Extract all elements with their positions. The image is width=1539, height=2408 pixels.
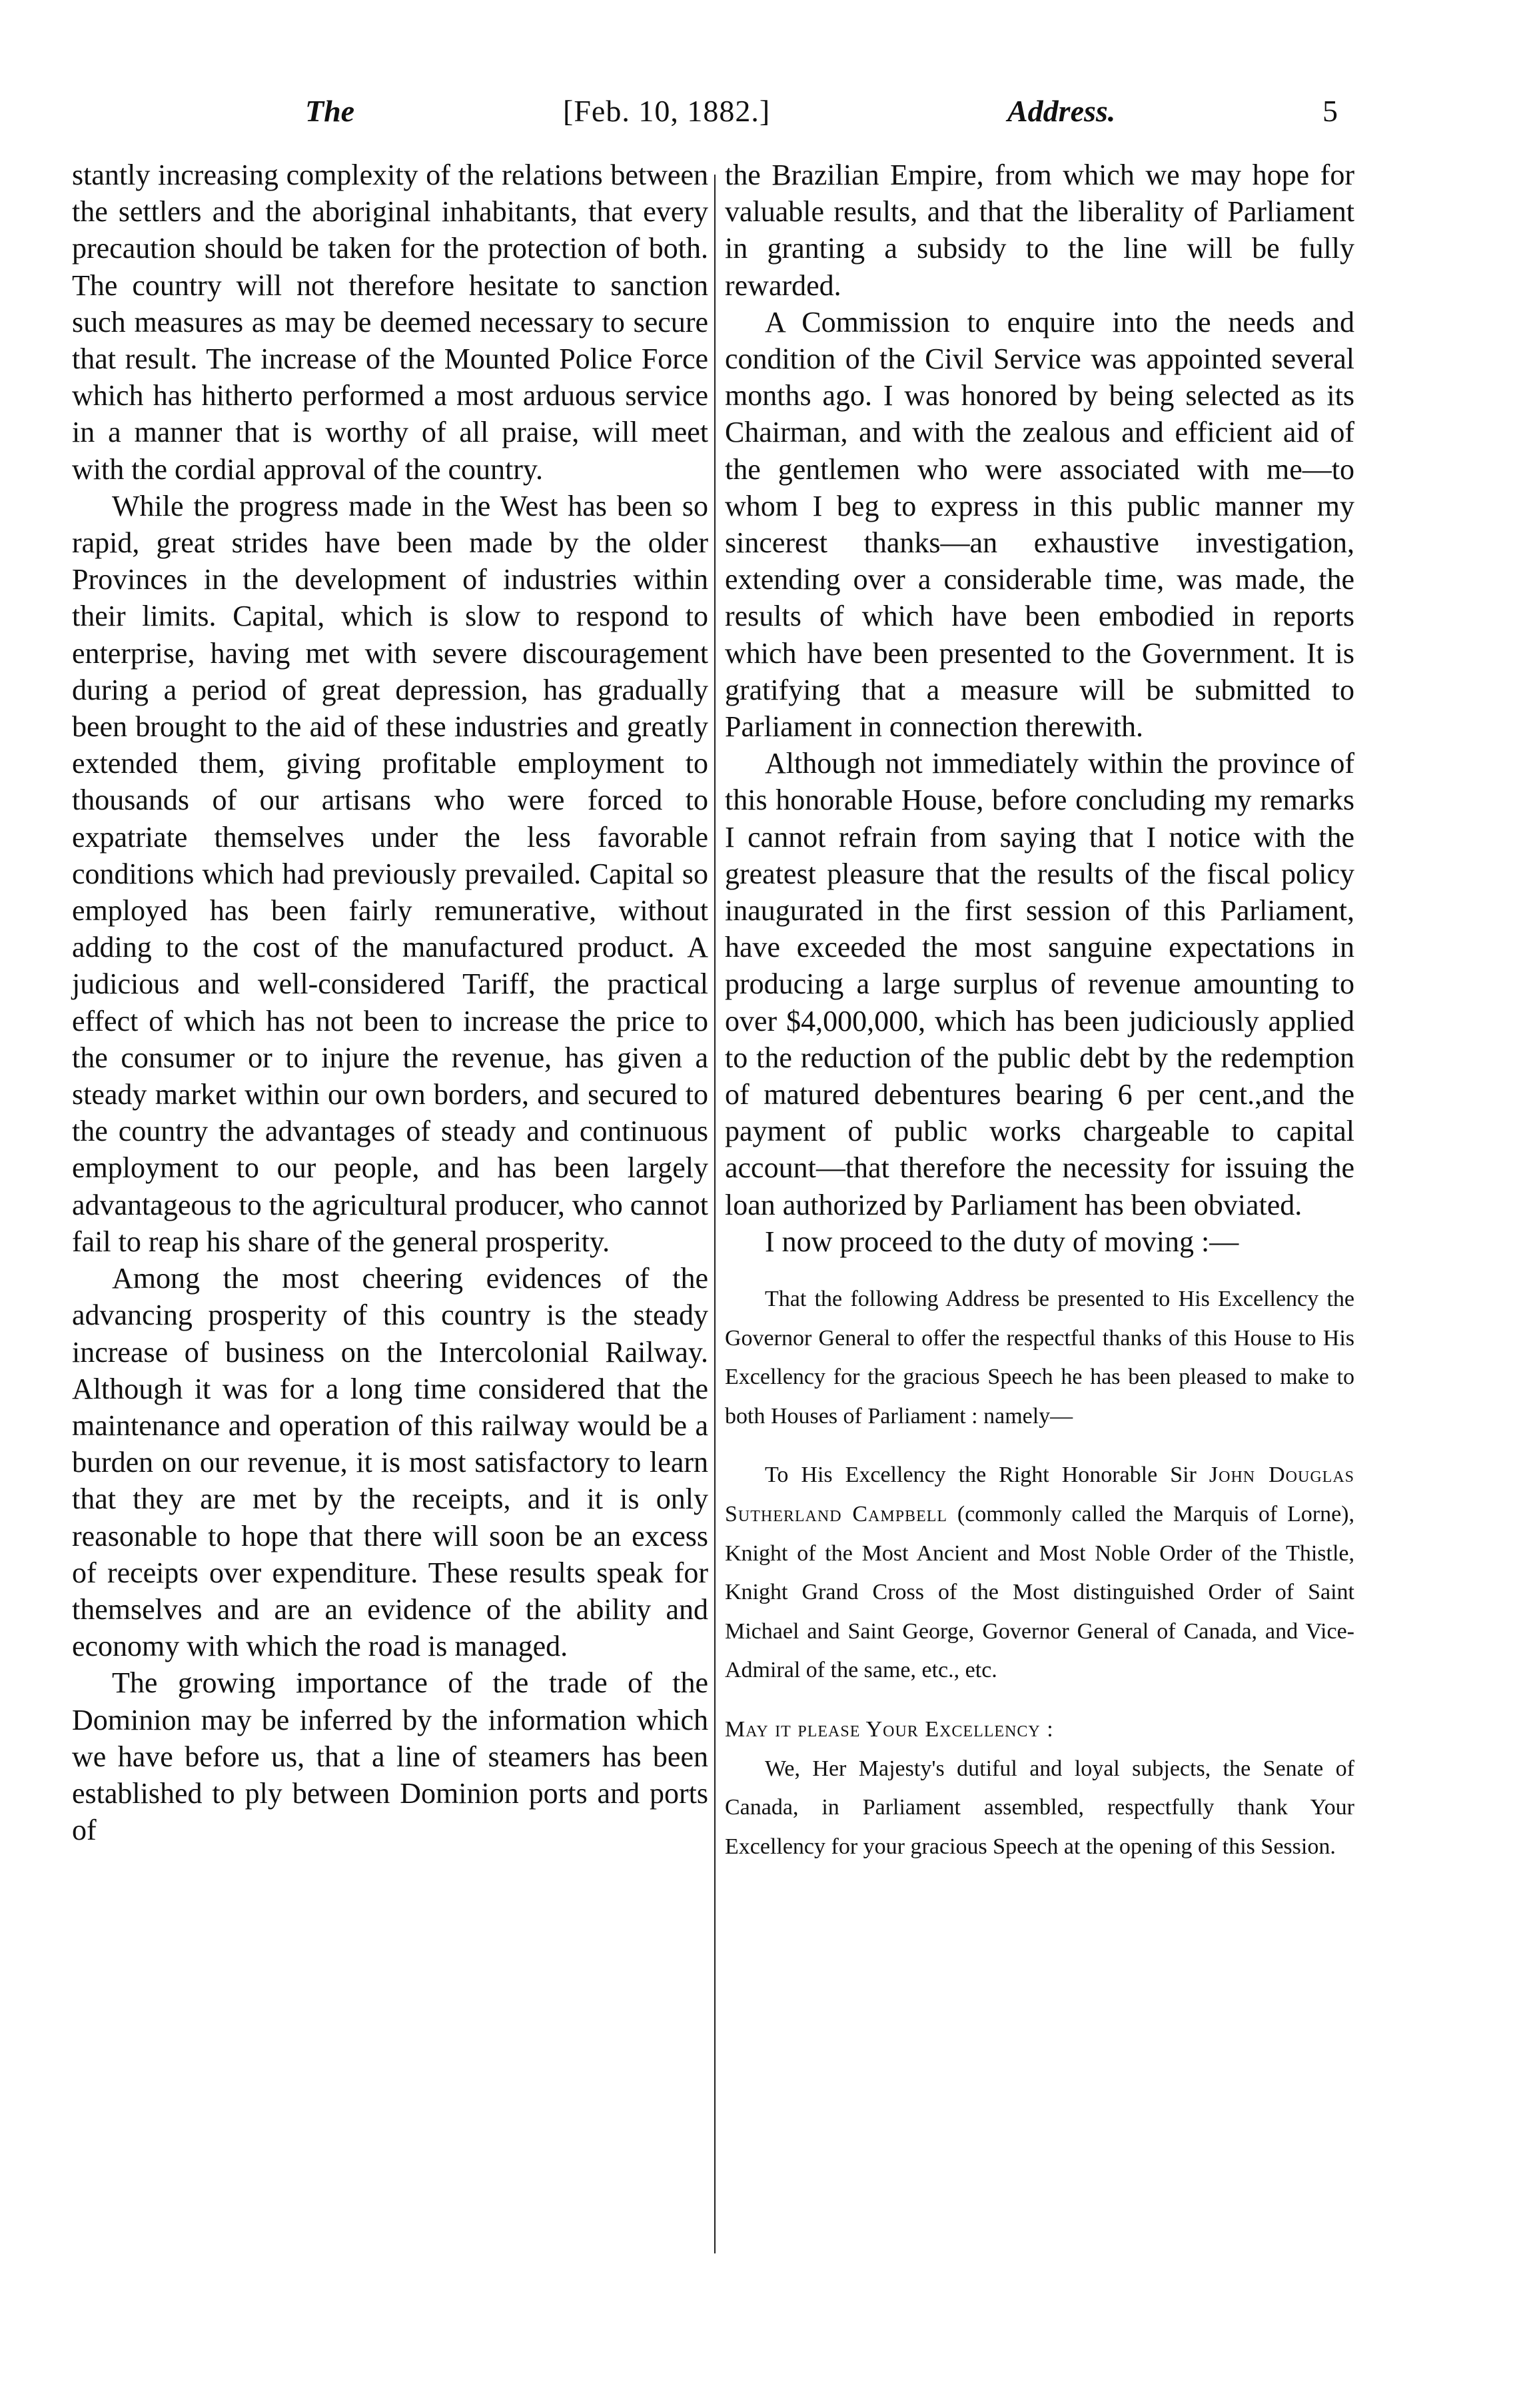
- column-divider: [714, 175, 716, 2253]
- right-column: [725, 157, 1354, 1866]
- address-name: John Douglas Sutherland Campbell: [725, 1463, 1354, 1527]
- salutation: May it please Your Excellency :: [725, 1717, 1054, 1742]
- left-paragraph-1: stantly increasing complexity of the relations between the settlers and the aboriginal inhabitants, that every precaution should be taken for the protection of both. The country will not therefore hesitate to sanction such measures as may be deemed necessary to secure that result. The increase of the Mounted Police Force which has hitherto performed a most arduous service in a manner that is worthy of all praise, will meet with the cordial approval of the country.: [72, 159, 708, 486]
- left-column: [72, 157, 708, 1848]
- address-to: To His Excellency the Right Honorable Sir: [765, 1463, 1197, 1488]
- header-left: The: [305, 94, 355, 128]
- header-right: Address.: [1007, 94, 1116, 128]
- right-paragraph-4: I now proceed to the duty of moving :—: [765, 1225, 1239, 1258]
- page-header: [0, 93, 1539, 147]
- motion-paragraph: That the following Address be presented to His Excellency the Governor General to offer the respectful thanks of this House to His Excellency for the gracious Speech he has been pleased to make to both Houses of Parliament : namely—: [725, 1287, 1354, 1429]
- left-paragraph-4: The growing importance of the trade of the Dominion may be inferred by the information which we have before us, that a line of steamers has been established to ply between Dominion ports and ports of: [72, 1666, 708, 1847]
- left-paragraph-2: While the progress made in the West has been so rapid, great strides have been made by the older Provinces in the development of industries within their limits. Capital, which is slow to respond to enterprise, having met with severe discouragement during a period of great depression, has gradually been brought to the aid of these industries and greatly extended them, giving profitable employment to thousands of our artisans who were forced to expatriate themselves under the less favorable conditions which had previously prevailed. Capital so employed has been fairly remunerative, without adding to the cost of the manufactured product. A judicious and well-considered Tariff, the practical effect of which has not been to increase the price to the consumer or to injure the revenue, has given a steady market within our own borders, and secured to the country the advantages of steady and continuous employment to our people, and has been largely advantageous to the agricultural producer, who cannot fail to reap his share of the general prosperity.: [72, 489, 708, 1258]
- closing-paragraph: We, Her Majesty's dutiful and loyal subjects, the Senate of Canada, in Parliament assembled, respectfully thank Your Excellency for your gracious Speech at the opening of this Session.: [725, 1756, 1354, 1859]
- right-paragraph-2: A Commission to enquire into the needs and condition of the Civil Service was appointed several months ago. I was honored by being selected as its Chairman, and with the zealous and efficient aid of the gentlemen who were associated with me—to whom I beg to express in this public manner my sincerest thanks—an exhaustive investigation, extending over a considerable time, was made, the results of which have been embodied in reports which have been presented to the Government. It is gratifying that a measure will be submitted to Parliament in connection therewith.: [725, 305, 1354, 744]
- page-number: 5: [1322, 94, 1338, 128]
- left-paragraph-3: Among the most cheering evidences of the advancing prosperity of this country is the steady increase of business on the Intercolonial Railway. Although it was for a long time considered that the maintenance and operation of this railway would be a burden on our revenue, it is most satisfactory to learn that they are met by the receipts, and it is only reasonable to hope that there will soon be an excess of receipts over expenditure. These results speak for themselves and are an evidence of the ability and economy with which the road is managed.: [72, 1262, 708, 1663]
- right-paragraph-1: the Brazilian Empire, from which we may hope for valuable results, and that the liberality of Parliament in granting a subsidy to the line will be fully rewarded.: [725, 159, 1354, 302]
- right-paragraph-3: Although not immediately within the province of this honorable House, before concluding my remarks I cannot refrain from saying that I notice with the greatest pleasure that the results of the fiscal policy inaugurated in the first session of this Parliament, have exceeded the most sanguine expectations in producing a large surplus of revenue amounting to over $4,000,000, which has been judiciously applied to the reduction of the public debt by the redemption of matured debentures bearing 6 per cent.,and the payment of public works chargeable to capital account—that therefore the necessity for issuing the loan authorized by Parliament has been obviated.: [725, 747, 1354, 1221]
- address-rest: (commonly called the Marquis of Lorne), Knight of the Most Ancient and Most Noble Order of the Thistle, Knight Grand Cross of the Most distinguished Order of Saint Michael and Saint George, Governor General of Canada, and Vice-Admiral of the same, etc., etc.: [725, 1502, 1354, 1683]
- address-paragraph: [725, 1456, 1354, 1690]
- header-date: [Feb. 10, 1882.]: [563, 94, 771, 128]
